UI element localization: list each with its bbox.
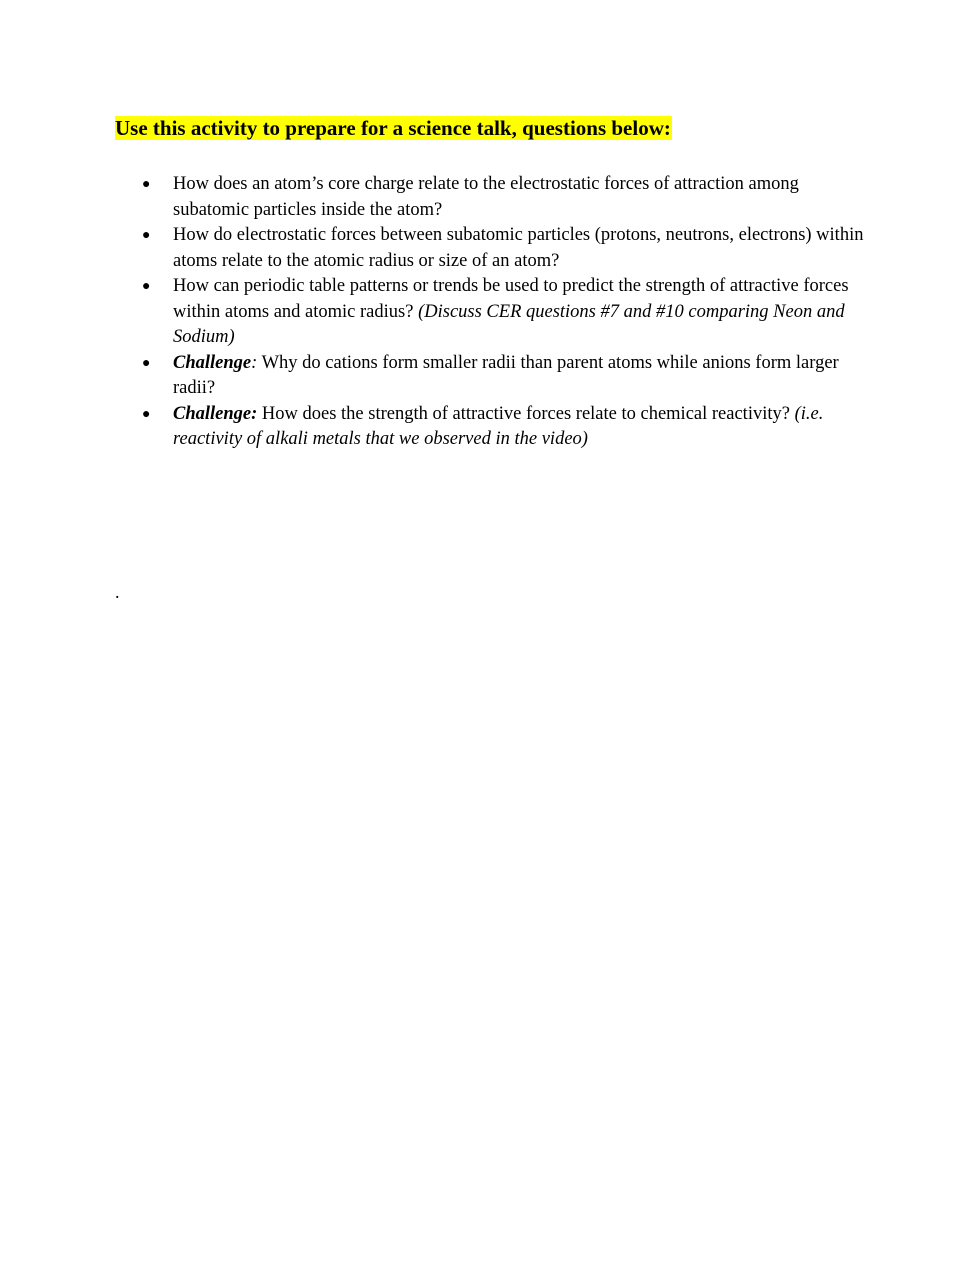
bullet-icon: ●: [142, 228, 151, 243]
list-item: [115, 274, 875, 351]
bullet-icon: ●: [142, 177, 151, 192]
question-text: How does an atom’s core charge relate to the electrostatic forces of attraction among subatomic particles inside the atom?: [173, 174, 799, 220]
question-text: Why do cations form smaller radii than parent atoms while anions form larger radii?: [173, 352, 839, 398]
page-heading: [115, 114, 672, 145]
question-text: How do electrostatic forces between subatomic particles (protons, neutrons, electrons) within atoms relate to the atomic radius or size of an atom?: [173, 225, 864, 271]
bullet-icon: ●: [142, 406, 151, 422]
question-note: (Discuss CER questions #7 and #10 comparing Neon and Sodium): [173, 301, 845, 347]
list-item: [115, 223, 875, 274]
bullet-icon: ●: [142, 279, 151, 294]
question-note: (i.e. reactivity of alkali metals that we observed in the video): [173, 403, 824, 449]
question-text: How does the strength of attractive forces relate to chemical reactivity?: [257, 403, 795, 424]
question-text: How can periodic table patterns or trends be used to predict the strength of attractive forces within atoms and atomic radius?: [173, 276, 849, 322]
challenge-label-colon: :: [251, 352, 258, 373]
heading-highlighted-text: Use this activity to prepare for a science talk, questions below:: [115, 116, 671, 140]
list-item: [115, 402, 875, 453]
question-list: [115, 172, 875, 453]
list-item: [115, 172, 875, 223]
trailing-period: .: [115, 582, 120, 602]
challenge-label: Challenge: [173, 352, 252, 373]
bullet-icon: ●: [142, 355, 151, 371]
list-item: [115, 351, 875, 402]
challenge-label: Challenge:: [173, 403, 258, 424]
